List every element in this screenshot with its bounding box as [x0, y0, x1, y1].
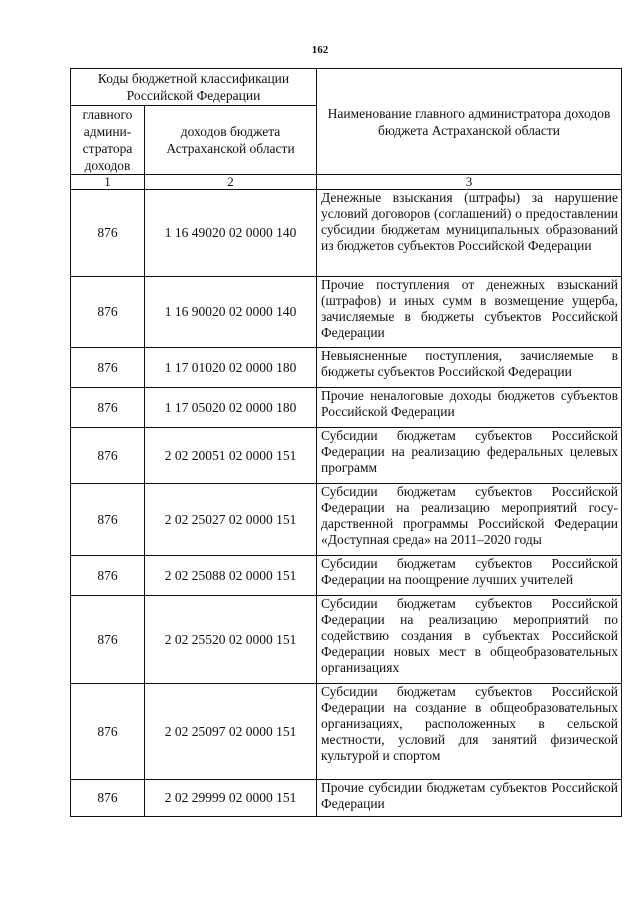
table-row: [71, 556, 622, 596]
page-number: 162: [311, 44, 329, 56]
column-number-row: [71, 175, 622, 190]
income-code-header: доходов бюджета Астраханской области: [145, 106, 317, 175]
admin-code-cell: 876: [71, 277, 145, 348]
income-name-cell: Субсидии бюджетам субъектов Российской Федерации на поощрение лучших учителей: [317, 556, 622, 596]
admin-code-cell: 876: [71, 190, 145, 277]
column-number: 1: [71, 175, 145, 190]
income-name-cell: Субсидии бюджетам субъектов Российской Федерации на реализацию мероприятий по содействию создания в субъектах Российской Федерации новых мест в общеобразовательных организациях: [317, 596, 622, 684]
income-name-cell: Прочие поступления от денежных взысканий (штрафов) и иных сумм в возмещение ущерба, зачисляемые в бюджеты субъектов Российской Федерации: [317, 277, 622, 348]
admin-code-cell: 876: [71, 484, 145, 556]
admin-code-cell: 876: [71, 684, 145, 780]
income-code-cell: 2 02 25520 02 0000 151: [145, 596, 317, 684]
administrator-name-header: Наименование главного администратора доходов бюджета Астраханской области: [317, 69, 622, 175]
table-row: [71, 484, 622, 556]
table-row: [71, 428, 622, 484]
table-row: [71, 596, 622, 684]
admin-code-cell: 876: [71, 556, 145, 596]
income-code-cell: 2 02 25088 02 0000 151: [145, 556, 317, 596]
table-row: [71, 277, 622, 348]
income-name-cell: Денежные взыскания (штрафы) за нарушение условий договоров (соглашений) о предоставлении субсидии бюджетам муниципальных образований из бюджетов субъектов Российской Федерации: [317, 190, 622, 277]
income-code-cell: 1 16 90020 02 0000 140: [145, 277, 317, 348]
table-row: [71, 780, 622, 817]
income-code-cell: 2 02 29999 02 0000 151: [145, 780, 317, 817]
income-name-cell: Невыясненные поступления, зачисляемые в бюджеты субъектов Российской Федерации: [317, 348, 622, 388]
table-body: [71, 190, 622, 817]
admin-code-cell: 876: [71, 780, 145, 817]
income-name-cell: Прочие неналоговые доходы бюджетов субъектов Российской Федерации: [317, 388, 622, 428]
income-name-cell: Субсидии бюджетам субъектов Российской Федерации на реализацию федеральных целевых программ: [317, 428, 622, 484]
admin-code-cell: 876: [71, 348, 145, 388]
table-row: [71, 348, 622, 388]
table-header: [71, 69, 622, 190]
income-name-cell: Субсидии бюджетам субъектов Российской Федерации на реализацию мероприятий государственной программы Российской Федерации «Доступная среда» на 2011–2020 годы: [317, 484, 622, 556]
income-code-cell: 1 17 05020 02 0000 180: [145, 388, 317, 428]
table-row: [71, 684, 622, 780]
income-name-cell: Субсидии бюджетам субъектов Российской Федерации на создание в общеобразовательных организациях, расположенных в сельской местности, условий для занятий физической культурой и спортом: [317, 684, 622, 780]
admin-code-header: главного админи-стратора доходов: [71, 106, 145, 175]
income-code-cell: 1 16 49020 02 0000 140: [145, 190, 317, 277]
income-code-cell: 1 17 01020 02 0000 180: [145, 348, 317, 388]
admin-code-cell: 876: [71, 596, 145, 684]
column-number: 3: [317, 175, 622, 190]
income-code-cell: 2 02 25027 02 0000 151: [145, 484, 317, 556]
table-row: [71, 388, 622, 428]
table-row: [71, 190, 622, 277]
income-code-cell: 2 02 25097 02 0000 151: [145, 684, 317, 780]
admin-code-cell: 876: [71, 428, 145, 484]
budget-classification-table: [70, 68, 622, 817]
income-code-cell: 2 02 20051 02 0000 151: [145, 428, 317, 484]
codes-group-header: Коды бюджетной классификации Российской Федерации: [71, 69, 317, 106]
income-name-cell: Прочие субсидии бюджетам субъектов Российской Федерации: [317, 780, 622, 817]
column-number: 2: [145, 175, 317, 190]
admin-code-cell: 876: [71, 388, 145, 428]
